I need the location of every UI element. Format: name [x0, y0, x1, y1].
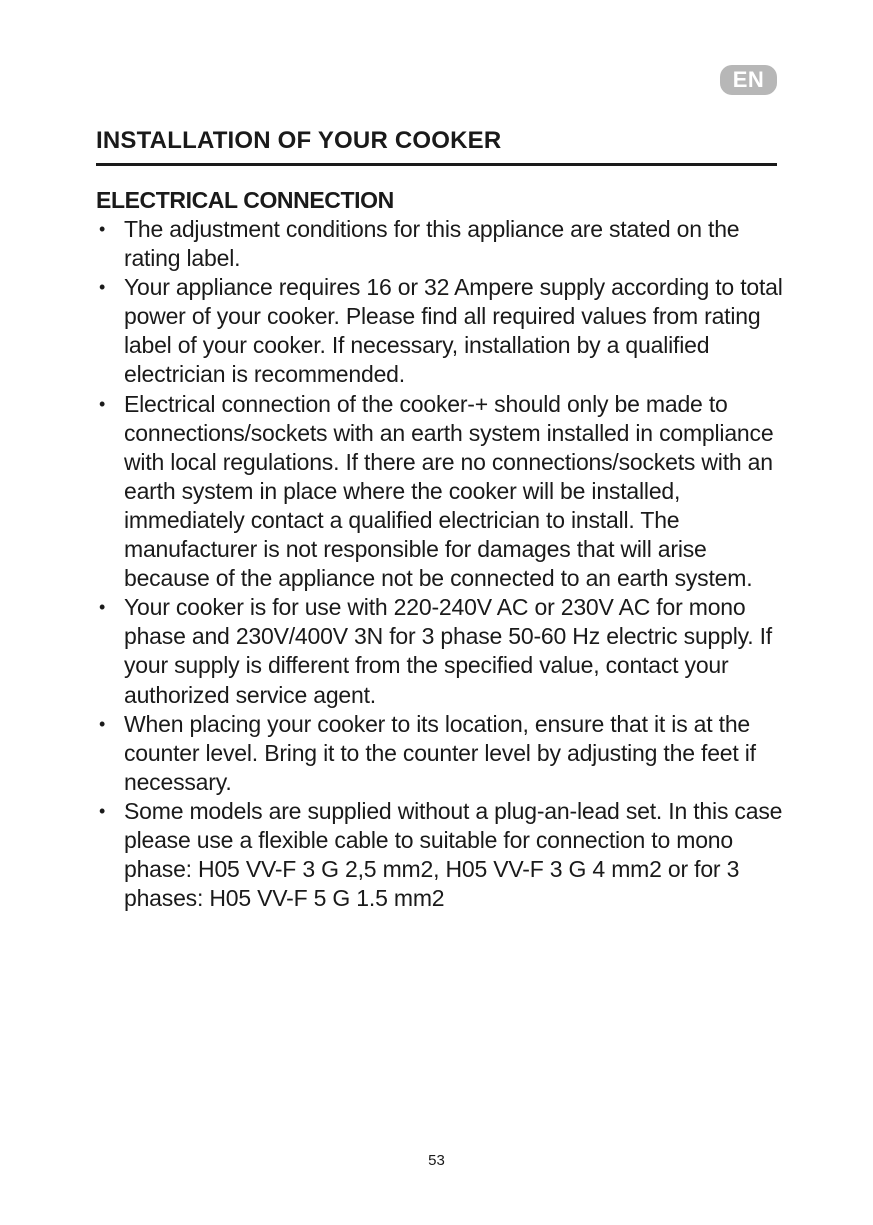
bullet-list — [96, 215, 786, 913]
section-heading: ELECTRICAL CONNECTION — [96, 187, 394, 213]
bullet-text: Your cooker is for use with 220-240V AC or 230V AC for mono phase and 230V/400V 3N for 3 phase 50-60 Hz electric supply. If your supply is different from the specified value, contact your authorized service agent. — [124, 594, 772, 708]
list-item — [96, 390, 786, 594]
bullet-text: Electrical connection of the cooker-+ should only be made to connections/sockets with an earth system installed in compliance with local regulations. If there are no connections/sockets with an earth system in place where the cooker will be installed, immediately contact a qualified electrician to install. The manufacturer is not responsible for damages that will arise because of the appliance not be connected to an earth system. — [124, 390, 774, 592]
bullet-dot-icon: • — [98, 597, 106, 618]
language-badge: EN — [720, 65, 777, 95]
list-item — [96, 710, 786, 797]
list-item — [96, 273, 786, 389]
list-item — [96, 215, 786, 273]
bullet-text: The adjustment conditions for this appliance are stated on the rating label. — [124, 216, 740, 272]
title-divider — [96, 163, 777, 166]
bullet-dot-icon: • — [98, 219, 106, 239]
bullet-text: Some models are supplied without a plug-an-lead set. In this case please use a flexible cable to suitable for connection to mono phase: H05 VV-F 3 G 2,5 mm2, H05 VV-F 3 G 4 mm2 or for 3 phases: H05 VV-F 5 G 1.5 mm2 — [124, 797, 783, 912]
bullet-text: When placing your cooker to its location, ensure that it is at the counter level. Bring it to the counter level by adjusting the feet if necessary. — [124, 710, 756, 795]
page-number: 53 — [428, 1152, 445, 1169]
page-title: INSTALLATION OF YOUR COOKER — [96, 127, 502, 154]
bullet-text: Your appliance requires 16 or 32 Ampere supply according to total power of your cooker. Please find all required values from rating label of your cooker. If necessary, installation by a qualified electrician is recommended. — [124, 274, 783, 388]
bullet-dot-icon: • — [98, 800, 106, 821]
bullet-dot-icon: • — [98, 713, 106, 734]
list-item — [96, 593, 786, 709]
bullet-dot-icon: • — [98, 277, 106, 298]
list-item — [96, 797, 786, 913]
bullet-dot-icon: • — [98, 393, 106, 414]
